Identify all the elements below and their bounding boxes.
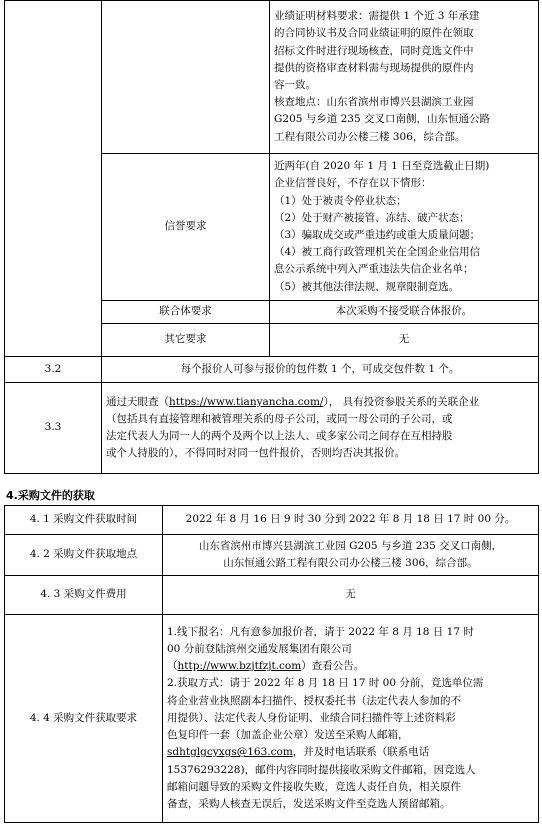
email-link[interactable]: sdhtglgcyxgs@163.com (167, 746, 293, 759)
text-line: 将企业营业执照副本扫描件、授权委托书（法定代表人参加的不 (167, 694, 461, 707)
section-heading: 4.采购文件的获取 (6, 489, 95, 502)
text-line: 息公示系统中列入严重违法失信企业名单； (274, 263, 474, 276)
table-row-3-2 (5, 357, 539, 383)
table-row-performance (5, 1, 539, 154)
tianyancha-link[interactable]: https://www.tianyancha.com/ (169, 395, 324, 408)
blank-label-cell (102, 1, 270, 154)
credit-label: 信誉要求 (102, 154, 270, 301)
text-line (167, 744, 534, 761)
acquisition-table (4, 505, 539, 823)
other-label: 其它要求 (102, 324, 270, 357)
clause-number: 3.2 (5, 357, 102, 383)
table-row-4-1 (5, 506, 539, 535)
text-line: 00 分前登陆滨州交通发展集团有限公司 (167, 643, 352, 656)
website-link[interactable]: http://www.bzjtfzjt.com (177, 660, 302, 673)
text-line: 1.线下报名：凡有意参加报价者，请于 2022 年 8 月 18 日 17 时 (167, 625, 474, 638)
row-label: 4. 3 采购文件费用 (5, 576, 163, 615)
text-line: 山东恒通公路工程有限公司办公楼三楼 306，综合部。 (223, 557, 478, 569)
row-label: 4. 4 采购文件获取要求 (5, 615, 163, 823)
text-line: 法定代表人为同一人的两个及两个以上法人、或多家公司之间存在互相持股 (106, 430, 453, 442)
text-line: （1）处于被责令停业状态； (274, 194, 407, 207)
text-line: 的合同协议书及合同业绩证明的原件在领取 (274, 27, 474, 40)
text-line: 招标文件时进行现场核查，同时竞选文件中 (274, 44, 474, 57)
row-value (163, 535, 539, 576)
text-line: 邮箱问题导致的采购文件接收失败，竞选人责任自负，相关原件 (167, 780, 461, 793)
text-line: G205 与乡道 235 交叉口南侧，山东恒通公路 (274, 113, 490, 126)
performance-proof-requirement (270, 1, 539, 154)
row-value (163, 615, 539, 823)
text-line (106, 394, 534, 411)
text-line: 山东省滨州市博兴县湖滨工业园 G205 与乡道 235 交叉口南侧， (198, 539, 503, 552)
text-line: 容一致。 (274, 79, 316, 91)
row-value: 2022 年 8 月 16 日 9 时 30 分到 2022 年 8 月 18 日 17 时 00 分。 (163, 506, 539, 535)
text-line: （包括具有直接管理和被管理关系的母子公司，或同一母公司的子公司，或 (106, 412, 453, 425)
clause-number: 3.3 (5, 383, 102, 474)
text-line: 用提供）、法定代表人身份证明、业绩合同扫描件等上述资料彩 (167, 711, 456, 724)
text-line: 2.获取方式：请于 2022 年 8 月 18 日 17 时 00 分前，竞选单位需 (167, 677, 484, 690)
text-line: （3）骗取成交或严重违约或重大质量问题； (274, 229, 481, 241)
text-line: 企业信誉良好，不存在以下情形： (274, 177, 432, 190)
clause-text: 每个报价人可参与报价的包件数 1 个，可成交包件数 1 个。 (102, 357, 539, 383)
credit-requirement (270, 154, 539, 301)
table-row-4-3 (5, 576, 539, 615)
text-line: （4）被工商行政管理机关在全国企业信用信 (274, 246, 481, 259)
text-line: （2）处于财产被接管、冻结、破产状态； (274, 211, 470, 224)
table-row-4-4 (5, 615, 539, 823)
text-line: 备查，采购人核查无误后，发送采购文件至竞选人预留邮箱。 (167, 797, 451, 810)
text-line: 工程有限公司办公楼三楼 306，综合部。 (274, 130, 466, 143)
section-number-blank (5, 1, 102, 357)
consortium-label: 联合体要求 (102, 301, 270, 324)
requirements-table (4, 0, 539, 474)
table-row-3-3 (5, 383, 539, 474)
text-line: 15376293228)，邮件内容同时提供接收采购文件邮箱，因竞选人 (167, 763, 476, 776)
text-line: 或个人持股的），不得同时对同一包件报价，否则均否决其报价。 (106, 447, 406, 460)
text-after: ，并及时电话联系（联系电话 (292, 746, 430, 759)
text-prefix: 通过天眼查（ (106, 395, 169, 408)
clause-text (102, 383, 539, 474)
other-value: 无 (270, 324, 539, 357)
row-label: 4. 2 采购文件获取地点 (5, 535, 163, 576)
text-line: （5）被其他法律法规、规章限制竞选。 (274, 280, 460, 293)
text-after: ）查看公告。 (301, 660, 365, 673)
text-suffix: ）， 具有投资参股关系的关联企业 (323, 395, 480, 408)
text-line: 核查地点：山东省滨州市博兴县湖滨工业园 (274, 96, 474, 109)
text-line: （http://www.bzjtfzjt.com）查看公告。 (167, 660, 365, 673)
text-line: 色复印件一套（加盖企业公章）发送至采购人邮箱， (167, 729, 409, 742)
text-line: 提供的资格审查材料需与现场提供的原件内 (274, 61, 474, 74)
consortium-value: 本次采购不接受联合体报价。 (270, 301, 539, 324)
row-value: 无 (163, 576, 539, 615)
text-line: 业绩证明材料要求：需提供 1 个近 3 年承建 (274, 10, 480, 23)
table-row-4-2 (5, 535, 539, 576)
row-label: 4. 1 采购文件获取时间 (5, 506, 163, 535)
text-line: 近两年(自 2020 年 1 月 1 日至竞选截止日期) (274, 160, 490, 173)
